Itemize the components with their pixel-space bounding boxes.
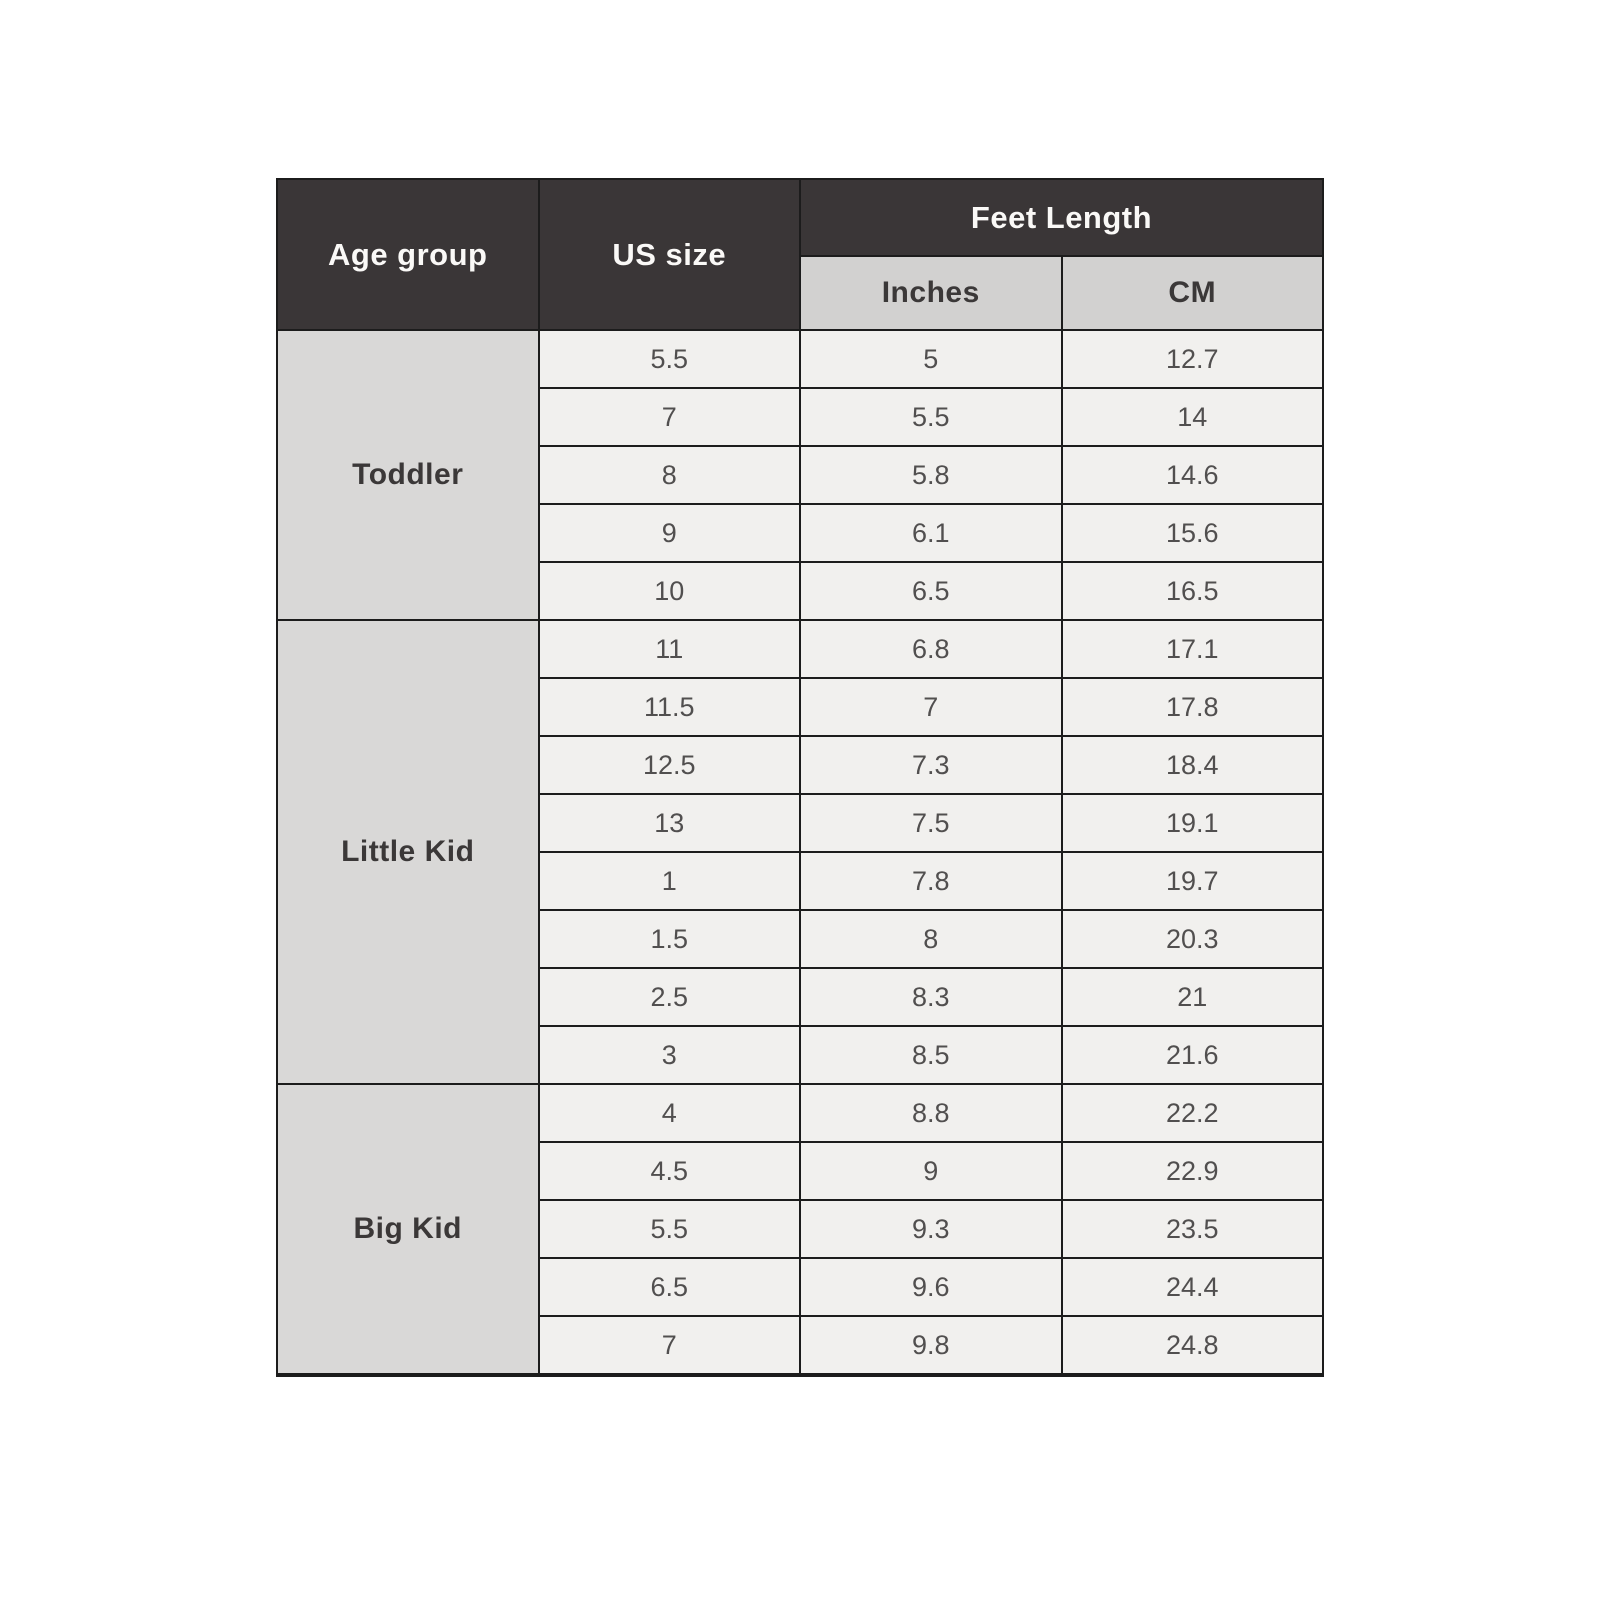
us-size-cell: 4.5 (539, 1142, 801, 1200)
inches-cell: 7 (800, 678, 1062, 736)
us-size-cell: 12.5 (539, 736, 801, 794)
header-row-top (277, 179, 1323, 256)
us-size-cell: 10 (539, 562, 801, 620)
cm-cell: 21.6 (1062, 1026, 1324, 1084)
us-size-cell: 4 (539, 1084, 801, 1142)
col-header-cm: CM (1062, 256, 1324, 330)
cm-cell: 20.3 (1062, 910, 1324, 968)
us-size-cell: 11 (539, 620, 801, 678)
inches-cell: 8.8 (800, 1084, 1062, 1142)
inches-cell: 5 (800, 330, 1062, 388)
cm-cell: 12.7 (1062, 330, 1324, 388)
inches-cell: 9 (800, 1142, 1062, 1200)
inches-cell: 6.1 (800, 504, 1062, 562)
inches-cell: 9.3 (800, 1200, 1062, 1258)
size-chart-table (276, 178, 1324, 1377)
age-group-cell: Toddler (277, 330, 539, 620)
cm-cell: 17.1 (1062, 620, 1324, 678)
cm-cell: 22.2 (1062, 1084, 1324, 1142)
cm-cell: 17.8 (1062, 678, 1324, 736)
col-header-feet-length: Feet Length (800, 179, 1323, 256)
inches-cell: 8.5 (800, 1026, 1062, 1084)
inches-cell: 7.5 (800, 794, 1062, 852)
table-header (277, 179, 1323, 330)
inches-cell: 7.3 (800, 736, 1062, 794)
inches-cell: 5.5 (800, 388, 1062, 446)
cm-cell: 19.1 (1062, 794, 1324, 852)
us-size-cell: 8 (539, 446, 801, 504)
cm-cell: 22.9 (1062, 1142, 1324, 1200)
inches-cell: 9.8 (800, 1316, 1062, 1375)
inches-cell: 9.6 (800, 1258, 1062, 1316)
shoe-size-chart (276, 178, 1324, 1377)
cm-cell: 23.5 (1062, 1200, 1324, 1258)
us-size-cell: 9 (539, 504, 801, 562)
cm-cell: 18.4 (1062, 736, 1324, 794)
inches-cell: 7.8 (800, 852, 1062, 910)
cm-cell: 16.5 (1062, 562, 1324, 620)
cm-cell: 21 (1062, 968, 1324, 1026)
age-group-cell: Little Kid (277, 620, 539, 1084)
us-size-cell: 13 (539, 794, 801, 852)
table-row (277, 620, 1323, 678)
inches-cell: 5.8 (800, 446, 1062, 504)
us-size-cell: 6.5 (539, 1258, 801, 1316)
cm-cell: 14 (1062, 388, 1324, 446)
us-size-cell: 5.5 (539, 1200, 801, 1258)
inches-cell: 6.8 (800, 620, 1062, 678)
cm-cell: 24.8 (1062, 1316, 1324, 1375)
col-header-us-size: US size (539, 179, 801, 330)
col-header-age-group: Age group (277, 179, 539, 330)
us-size-cell: 5.5 (539, 330, 801, 388)
cm-cell: 15.6 (1062, 504, 1324, 562)
table-row (277, 330, 1323, 388)
inches-cell: 8 (800, 910, 1062, 968)
us-size-cell: 1.5 (539, 910, 801, 968)
cm-cell: 24.4 (1062, 1258, 1324, 1316)
table-body (277, 330, 1323, 1375)
age-group-cell: Big Kid (277, 1084, 539, 1375)
us-size-cell: 3 (539, 1026, 801, 1084)
inches-cell: 8.3 (800, 968, 1062, 1026)
us-size-cell: 7 (539, 1316, 801, 1375)
cm-cell: 14.6 (1062, 446, 1324, 504)
inches-cell: 6.5 (800, 562, 1062, 620)
us-size-cell: 11.5 (539, 678, 801, 736)
us-size-cell: 7 (539, 388, 801, 446)
us-size-cell: 2.5 (539, 968, 801, 1026)
col-header-inches: Inches (800, 256, 1062, 330)
us-size-cell: 1 (539, 852, 801, 910)
table-row (277, 1084, 1323, 1142)
cm-cell: 19.7 (1062, 852, 1324, 910)
